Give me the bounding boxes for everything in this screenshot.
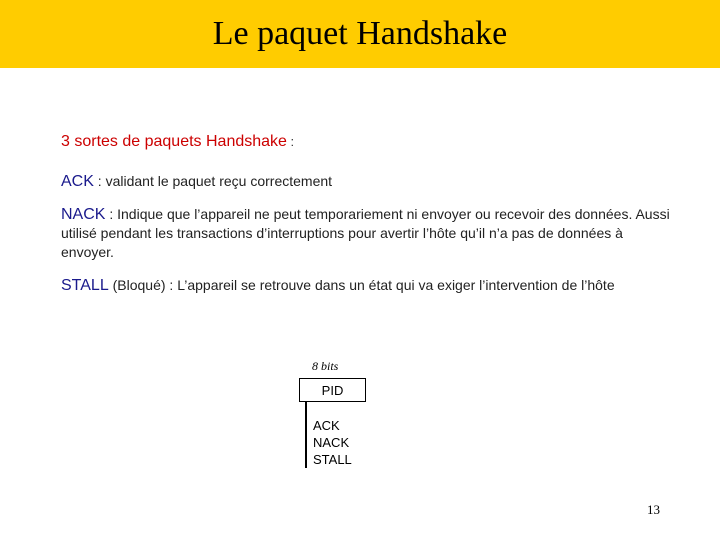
packet-description: : Indique que l’appareil ne peut temporariement ni envoyer ou recevoir des données. Aussi utilisé pendant les transactions d’interruptions pour avertir l’hôte qu’il n’a pas de données à envoyer. xyxy=(61,206,670,260)
pid-value: ACK xyxy=(313,418,340,433)
slide-title: Le paquet Handshake xyxy=(212,15,508,52)
packet-nack xyxy=(61,205,671,262)
pid-value: STALL xyxy=(313,452,352,467)
packet-name: STALL xyxy=(61,277,109,294)
pid-bracket-line xyxy=(305,402,307,468)
intro-line xyxy=(61,132,671,152)
packet-stall xyxy=(61,276,671,295)
title-bar xyxy=(0,0,720,68)
packet-description: : validant le paquet reçu correctement xyxy=(93,173,333,189)
packet-name: NACK xyxy=(61,206,106,223)
pid-field-label: PID xyxy=(321,382,344,398)
diagram-caption: 8 bits xyxy=(312,359,339,373)
pid-field-box xyxy=(299,378,366,402)
pid-values-list xyxy=(313,417,352,468)
packet-name: ACK xyxy=(61,173,94,190)
packet-description: (Bloqué) : L’appareil se retrouve dans un état qui va exiger l’intervention de l’hôte xyxy=(108,277,615,293)
pid-value: NACK xyxy=(313,435,350,450)
intro-heading: 3 sortes de paquets Handshake xyxy=(61,133,287,150)
intro-colon: : xyxy=(286,134,295,149)
slide-content xyxy=(61,132,671,309)
page-number: 13 xyxy=(647,502,660,517)
packet-ack xyxy=(61,172,671,191)
